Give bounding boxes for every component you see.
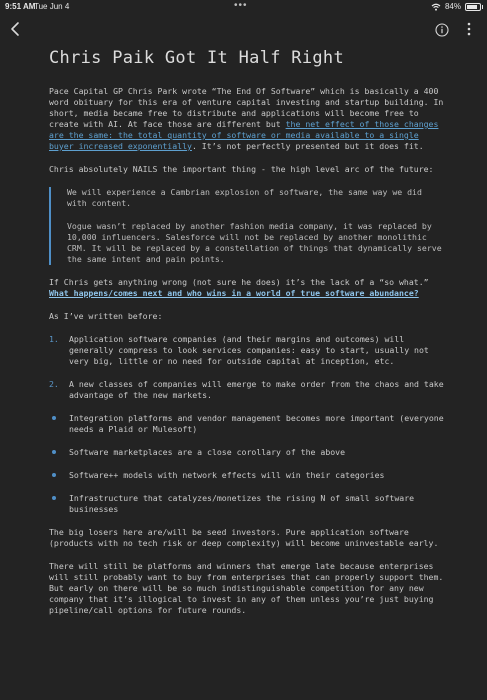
what-happens-link[interactable]: What happens/comes next and who wins in a world of true software abundance?: [49, 288, 419, 298]
list-item-text: Software++ models with network effects will win their categories: [69, 470, 385, 480]
platforms-paragraph: There will still be platforms and winners that emerge late because enterprises will still probably want to buy from enterprises that can properly support them. But early on there will be so much indistinguishable competition for any new company that it’s illogical to invest in any of them unless you’re just buying pipeline/call options for future rounds.: [49, 561, 444, 615]
intro-paragraph: [49, 86, 445, 152]
more-button[interactable]: [464, 21, 474, 37]
bullet-icon: [52, 473, 56, 477]
quote-paragraph-2: Vogue wasn’t replaced by another fashion media company, it was replaced by 10,000 influencers. Salesforce will not be replaced by another monolithic CRM. It will be replaced by a constellation of things that dynamically serve the same intent and pain points.: [67, 221, 442, 264]
back-button[interactable]: [8, 20, 24, 38]
list-item-text: Integration platforms and vendor management becomes more important (everyone needs a Plaid or Mulesoft): [69, 413, 444, 434]
list-item: [49, 493, 445, 515]
list-item-text: A new classes of companies will emerge to make order from the chaos and take advantage of the new markets.: [69, 379, 444, 400]
info-button[interactable]: [435, 22, 449, 36]
intro-text: Pace Capital GP Chris Park wrote “The End Of Software” which is basically a 400 word obituary for this era of venture capital investing and startup building. In short, media became free to distribute and applications will become free to create with AI. At face those are different but: [49, 86, 444, 129]
list-item-text: Application software companies (and their margins and outcomes) will generally compress to look services companies: easy to start, usually not very big, little or no need for outside capital at inception, etc.: [69, 334, 429, 366]
chevron-left-icon: [8, 20, 24, 38]
list-number: 2.: [49, 379, 59, 389]
list-item: [49, 470, 445, 481]
so-what-paragraph: [49, 277, 445, 299]
list-item: [49, 447, 445, 458]
so-what-text: If Chris gets anything wrong (not sure he does) it’s the lack of a “so what.”: [49, 277, 429, 287]
list-item-text: Infrastructure that catalyzes/monetizes the rising N of small software businesses: [69, 493, 415, 514]
battery-icon: [465, 3, 481, 11]
quote-block: [49, 187, 445, 265]
written-before-paragraph: As I’ve written before:: [49, 311, 163, 321]
battery-fill: [467, 5, 477, 9]
quote-paragraph-1: We will experience a Cambrian explosion of software, the same way we did with content.: [67, 187, 422, 208]
status-time: 9:51 AM: [5, 2, 36, 11]
bullet-icon: [52, 450, 56, 454]
article-title: Chris Paik Got It Half Right: [49, 48, 344, 68]
multitasking-dots-icon[interactable]: •••: [234, 0, 248, 11]
list-item: [49, 334, 445, 367]
status-bar: [0, 0, 487, 14]
article-content: [49, 48, 445, 628]
bullet-list: [49, 413, 445, 515]
battery-percent: 84%: [444, 2, 461, 11]
bullet-icon: [52, 496, 56, 500]
arc-paragraph: Chris absolutely NAILS the important thing - the high level arc of the future:: [49, 164, 434, 174]
bullet-icon: [52, 416, 56, 420]
net-effect-link[interactable]: the net effect of those changes are the same: the total quantity of software or media available to a single buyer increased exponentially: [49, 119, 439, 151]
status-date: Tue Jun 4: [34, 2, 70, 11]
info-icon: [435, 23, 449, 37]
list-number: 1.: [49, 334, 59, 344]
list-item: [49, 413, 445, 435]
list-item: [49, 379, 445, 401]
losers-paragraph: The big losers here are/will be seed investors. Pure application software (products with no tech risk or deep complexity) will become uninvestable early.: [49, 527, 439, 548]
wifi-icon: [431, 3, 441, 11]
intro-tail: . It’s not perfectly presented but it does fit.: [191, 141, 424, 151]
more-vertical-icon: [464, 21, 474, 37]
numbered-list: [49, 334, 445, 401]
status-indicators: [431, 2, 481, 11]
list-item-text: Software marketplaces are a close corollary of the above: [69, 447, 346, 457]
